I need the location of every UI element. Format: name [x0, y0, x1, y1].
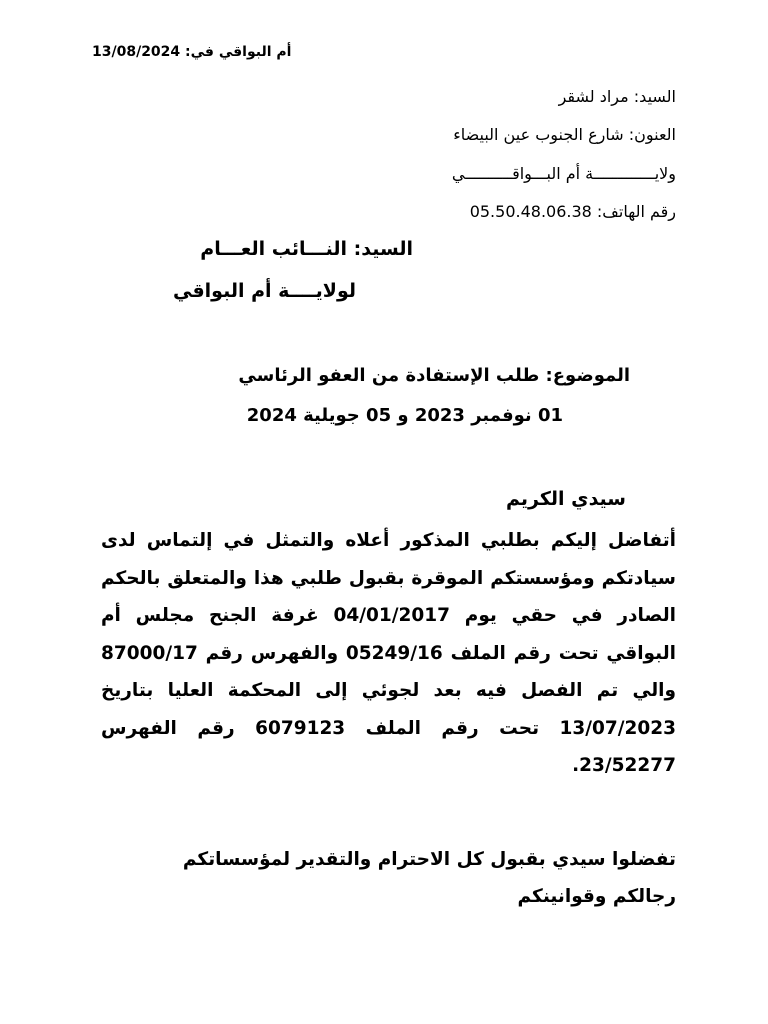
letter-body: أتفاضل إليكم بطلبي المذكور أعلاه والتمثل في إلتماس لدى سيادتكم ومؤسستكم الموقرة بقبول طلبي هذا والمتعلق بالحكم الصادر في حقي يوم 04/01/2017 غرفة الجنح مجلس أم البواقي تحت رقم الملف 05249/16 والفهرس رقم 87000/17 والي تم الفصل فيه بعد لجوئي إلى المحكمة العليا بتاريخ 13/07/2023 تحت رقم الملف 6079123 رقم الفهرس 23/52277.: [101, 530, 676, 776]
addressee-location: لولايــــة أم البواقي: [173, 280, 356, 302]
sender-name: السيد: مراد لشقر: [558, 87, 676, 106]
subject-line: الموضوع: طلب الإستفادة من العفو الرئاسي: [238, 365, 630, 386]
letter-closing: تفضلوا سيدي بقبول كل الاحترام والتقدير لمؤسساتكم رجالكم وقوانينكم: [182, 849, 676, 907]
sender-phone: رقم الهاتف: 05.50.48.06.38: [469, 202, 676, 221]
salutation: سيدي الكريم: [506, 488, 626, 510]
sender-address: العنون: شارع الجنوب عين البيضاء: [453, 125, 676, 144]
place-date: أم البواقي في: 13/08/2024: [92, 44, 292, 60]
sender-wilaya: ولايـــــــــــــة أم البـــواقــــــــــي: [451, 164, 676, 183]
subject-dates: 01 نوفمبر 2023 و 05 جويلية 2024: [246, 405, 563, 426]
addressee-title: السيد: النـــائب العـــام: [200, 238, 413, 260]
